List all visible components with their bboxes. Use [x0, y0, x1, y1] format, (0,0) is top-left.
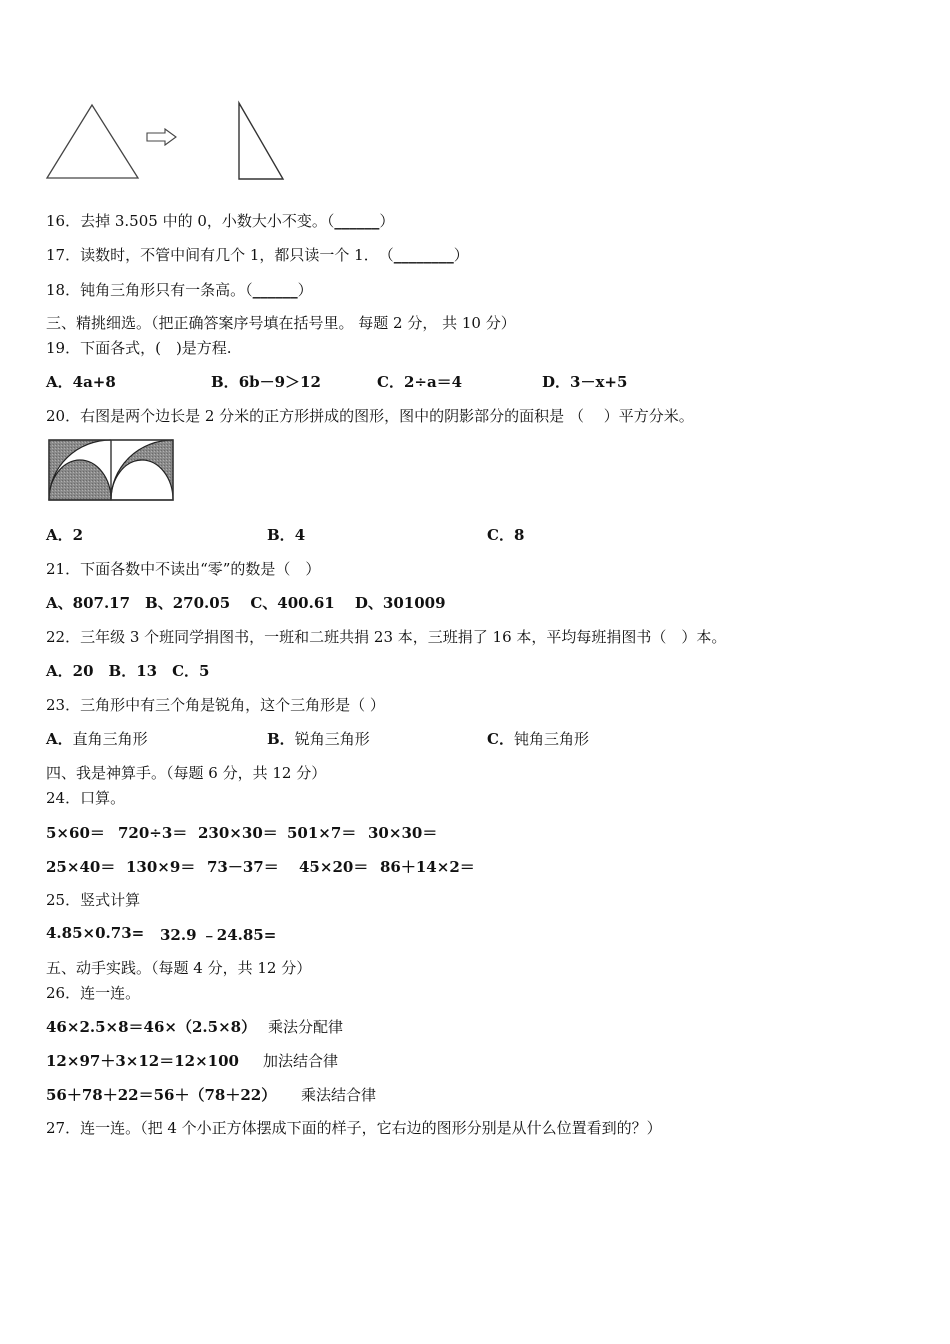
two-squares-shaded-figure — [47, 438, 175, 502]
question-22: 22．三年级 3 个班同学捐图书，一班和二班共捐 23 本，三班捐了 16 本，平均每班捐图书（ ）本。 — [46, 628, 727, 646]
q21-options[interactable]: A、807.17 B、270.05 C、400.61 D、301009 — [46, 594, 446, 612]
triangle-transform-figure — [44, 100, 294, 184]
q19-option-d[interactable]: D．3－x+5 — [542, 373, 628, 391]
match-left-item[interactable]: 56＋78＋22＝56＋（78＋22） — [46, 1086, 277, 1104]
q20-option-c[interactable]: C．8 — [487, 526, 525, 544]
q19-option-b[interactable]: B．6b－9＞12 — [211, 373, 321, 391]
calc-item: 45×20＝ — [299, 858, 369, 876]
equilateral-triangle-icon — [47, 105, 138, 178]
section-3-title: 三、精挑细选。（把正确答案序号填在括号里。 每题 2 分， 共 10 分） — [46, 314, 516, 332]
q23-option-b[interactable]: B．锐角三角形 — [267, 730, 370, 748]
calc-item: 501×7＝ — [287, 824, 357, 842]
calc-item: 73－37＝ — [207, 858, 279, 876]
shaded-squares-icon — [47, 438, 175, 502]
vertical-calc-item: 32.9 ﹣24.85= — [160, 926, 277, 944]
question-16: 16．去掉 3.505 中的 0，小数大小不变。（______） — [46, 212, 395, 230]
top-figure — [44, 100, 294, 184]
question-25: 25．竖式计算 — [46, 891, 141, 909]
match-right-item[interactable]: 加法结合律 — [263, 1052, 339, 1070]
q19-option-a[interactable]: A．4a+8 — [46, 373, 116, 391]
q20-option-b[interactable]: B．4 — [267, 526, 306, 544]
calc-item: 130×9＝ — [126, 858, 196, 876]
section-5-title: 五、动手实践。（每题 4 分，共 12 分） — [46, 959, 312, 977]
calc-item: 86＋14×2＝ — [380, 858, 475, 876]
calc-item: 720÷3＝ — [118, 824, 188, 842]
question-27: 27．连一连。（把 4 个小正方体摆成下面的样子，它右边的图形分别是从什么位置看到的？） — [46, 1119, 662, 1137]
q23-option-a[interactable]: A．直角三角形 — [46, 730, 148, 748]
match-left-item[interactable]: 12×97＋3×12＝12×100 — [46, 1052, 239, 1070]
answer-blank[interactable]: ______ — [334, 212, 380, 230]
question-19: 19．下面各式，( )是方程. — [46, 339, 232, 357]
calc-item: 230×30＝ — [198, 824, 278, 842]
question-18: 18．钝角三角形只有一条高。（______） — [46, 281, 313, 299]
calc-item: 25×40＝ — [46, 858, 116, 876]
q22-options[interactable]: A．20 B．13 C．5 — [46, 662, 210, 680]
q20-option-a[interactable]: A．2 — [46, 526, 84, 544]
calc-item: 5×60＝ — [46, 824, 105, 842]
hollow-arrow-icon — [147, 129, 176, 145]
vertical-calc-item: 4.85×0.73= — [46, 924, 145, 942]
answer-blank[interactable]: ______ — [252, 281, 298, 299]
calc-item: 30×30＝ — [368, 824, 438, 842]
question-21: 21．下面各数中不读出“零”的数是（ ） — [46, 560, 321, 578]
match-right-item[interactable]: 乘法结合律 — [301, 1086, 377, 1104]
right-triangle-icon — [239, 103, 283, 179]
match-right-item[interactable]: 乘法分配律 — [268, 1018, 344, 1036]
section-4-title: 四、我是神算手。（每题 6 分，共 12 分） — [46, 764, 327, 782]
match-left-item[interactable]: 46×2.5×8＝46×（2.5×8） — [46, 1018, 257, 1036]
answer-blank[interactable]: ________ — [393, 246, 454, 264]
q23-option-c[interactable]: C．钝角三角形 — [487, 730, 589, 748]
question-24: 24．口算。 — [46, 789, 126, 807]
q19-option-c[interactable]: C．2÷a＝4 — [377, 373, 463, 391]
question-23: 23．三角形中有三个角是锐角，这个三角形是（ ） — [46, 696, 385, 714]
question-17: 17．读数时，不管中间有几个 1，都只读一个 1． （________） — [46, 246, 469, 264]
question-26: 26．连一连。 — [46, 984, 141, 1002]
question-20: 20．右图是两个边长是 2 分米的正方形拼成的图形，图中的阴影部分的面积是 （ ）平方分米。 — [46, 407, 694, 425]
